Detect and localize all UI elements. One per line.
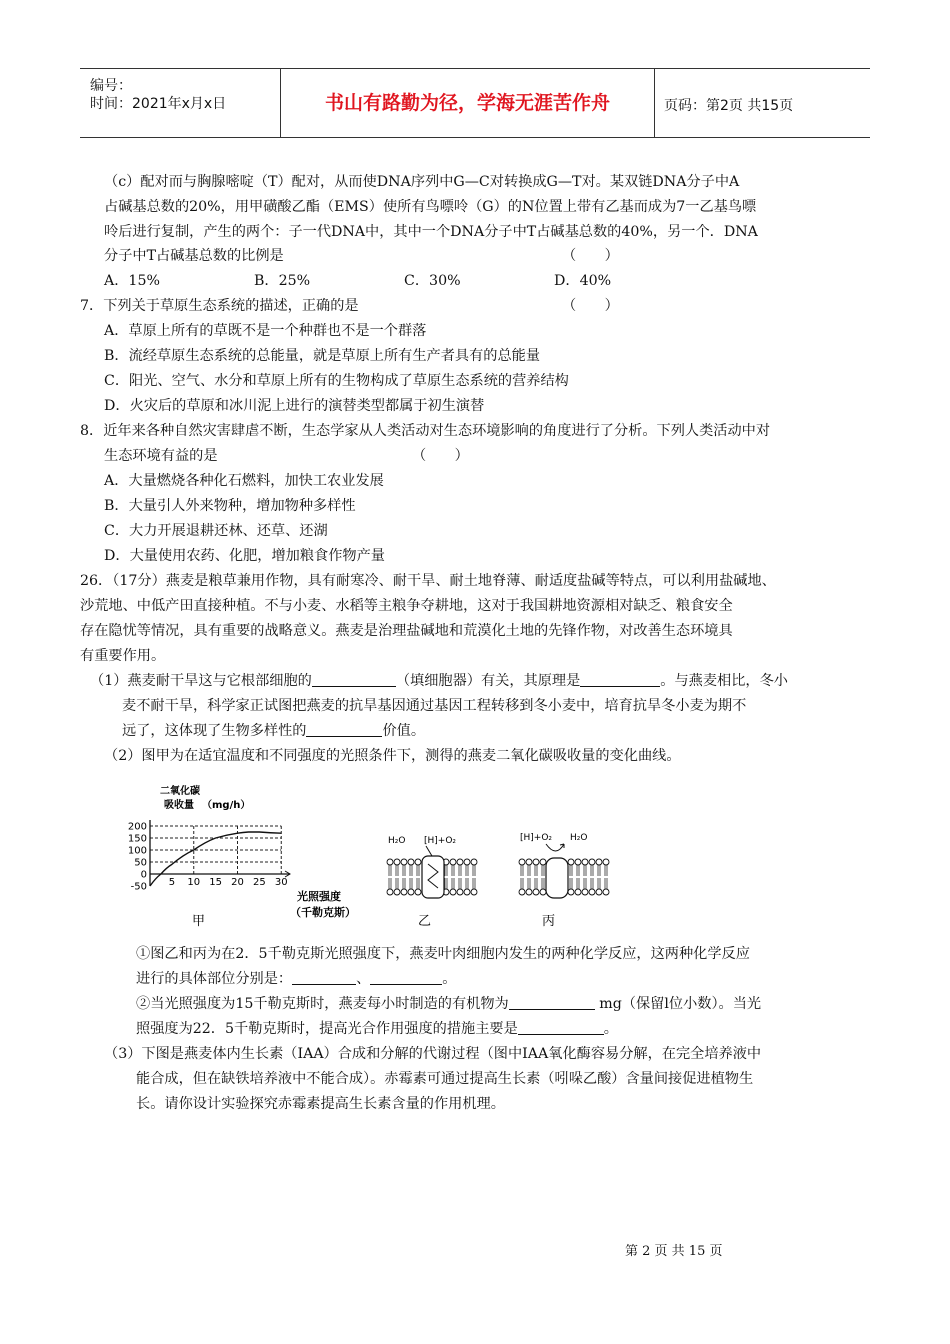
x-tick-label: 20 [231,877,244,888]
lipid-tail-icon [459,878,461,889]
chart-ylabel-line2: 吸收量 [164,800,194,811]
lipid-tail-icon [445,865,447,876]
bing-label-left: [H]+O₂ [520,833,553,843]
answer-paren: （ ） [562,248,619,264]
chart-unit: （mg/h） [202,800,251,811]
lipid-tail-icon [521,865,523,876]
lipid-tail-icon [598,878,600,889]
text-line: （c）配对而与胸腺嘧啶（T）配对，从而使DNA序列中G—C对转换成G—T对。某双链DNA分子中A [104,174,740,190]
text-line: 分子中T占碱基总数的比例是 [104,248,284,264]
lipid-head-icon [471,859,477,865]
figure-svg [127,778,630,929]
lipid-head-icon [540,889,546,895]
lipid-head-icon [450,859,456,865]
page-footer: 第 2 页 共 15 页 [625,1244,723,1259]
text-line: 存在隐忧等情况，具有重要的战略意义。燕麦是治理盐碱地和荒漠化土地的先锋作物，对改善生态环境具 [80,623,733,639]
membrane-bing [519,833,609,929]
lipid-head-icon [450,889,456,895]
lipid-tail-icon [473,865,475,876]
option-c: C．30% [404,273,461,289]
lipid-tail-icon [445,878,447,889]
date-label: 时间：2021年x月x日 [90,96,227,112]
yi-caption: 乙 [418,914,432,929]
chart-jia [128,784,356,929]
lipid-head-icon [603,889,609,895]
lipid-head-icon [575,889,581,895]
subquestion-3: （3）下图是燕麦体内生长素（IAA）合成和分解的代谢过程（图中IAA氧化酶容易分解，在完全培养液中 [104,1046,762,1062]
lipid-head-icon [471,889,477,895]
y-tick-label: 200 [127,821,147,833]
lipid-tail-icon [605,878,607,889]
lipid-head-icon [401,859,407,865]
x-tick-label: 5 [168,877,176,888]
subquestion-2-2: ②当光照强度为15千勒克斯时，燕麦每小时制造的有机物为 mg（保留l位小数）。当光 [136,996,762,1012]
lipid-tail-icon [605,865,607,876]
y-tick-label: 100 [127,845,147,857]
lipid-head-icon [408,889,414,895]
lipid-head-icon [464,859,470,865]
text-line: 呤后进行复制，产生的两个：子一代DNA中，其中一个DNA分子中T占碱基总数的40%，另一个．DNA [104,224,758,240]
text-line: 生态环境有益的是 [104,448,218,464]
lipid-tail-icon [473,878,475,889]
option-c: C．阳光、空气、水分和草原上所有的生物构成了草原生态系统的营养结构 [104,373,569,389]
option-d: D．火灾后的草原和冰川泥上进行的演替类型都属于初生演替 [104,398,485,414]
lipid-head-icon [603,859,609,865]
lipid-tail-icon [410,878,412,889]
lipid-tail-icon [577,878,579,889]
lipid-head-icon [519,889,525,895]
answer-blank[interactable] [509,995,595,1010]
y-tick-label: 150 [127,833,147,845]
option-d: D．40% [554,273,612,289]
question-8: 8．近年来各种自然灾害肆虐不断，生态学家从人类活动对生态环境影响的角度进行了分析。下列人类活动中对 [80,423,771,439]
lipid-tail-icon [403,878,405,889]
lipid-tail-icon [466,878,468,889]
lipid-tail-icon [577,865,579,876]
yi-label-left: H₂O [388,836,406,846]
lipid-tail-icon [410,865,412,876]
yi-label-right: [H]+O₂ [424,836,457,846]
x-tick-label: 15 [209,877,222,888]
lipid-head-icon [387,859,393,865]
text-line: 能合成，但在缺铁培养液中不能合成）。赤霉素可通过提高生长素（吲哚乙酸）含量间接促进植物生 [136,1071,754,1087]
y-tick-label: 0 [140,869,147,881]
x-tick-label: 30 [274,877,288,888]
lipid-tail-icon [570,865,572,876]
header-page-info: 页码：第2页 共15页 [664,98,794,114]
lipid-head-icon [401,889,407,895]
answer-blank[interactable] [518,1020,604,1035]
lipid-head-icon [582,859,588,865]
answer-paren: （ ） [562,298,619,314]
lipid-tail-icon [396,878,398,889]
text-line: 远了，这体现了生物多样性的 价值。 [122,723,426,739]
text-line: 沙荒地、中低产田直接种植。不与小麦、水稻等主粮争夺耕地，这对于我国耕地资源相对缺乏、粮食安全 [80,598,733,614]
lipid-head-icon [582,889,588,895]
lipid-tail-icon [591,878,593,889]
option-b: B．25% [254,273,311,289]
option-b: B．大量引人外来物种，增加物种多样性 [104,498,356,514]
lipid-tail-icon [598,865,600,876]
text-line: 长。请你设计实验探究赤霉素提高生长素含量的作用机理。 [136,1096,505,1112]
text-line: 占碱基总数的20%，用甲磺酸乙酯（EMS）使所有鸟嘌呤（G）的N位置上带有乙基而成为7一乙基鸟嘌 [104,199,757,215]
lipid-tail-icon [389,878,391,889]
answer-blank[interactable] [292,970,356,985]
x-tick-label: 10 [187,877,201,888]
lipid-tail-icon [591,865,593,876]
membrane-protein [422,856,444,898]
option-a: A．15% [104,273,160,289]
header-motto: 书山有路勤为径，学海无涯苦作舟 [281,69,655,137]
lipid-head-icon [540,859,546,865]
lipid-head-icon [519,859,525,865]
y-tick-label: -50 [130,881,147,893]
x-tick-label: 25 [253,877,266,888]
subquestion-1: （1）燕麦耐干旱这与它根部细胞的 （填细胞器）有关，其原理是 。与燕麦相比，冬小 [90,673,788,689]
lipid-head-icon [415,859,421,865]
y-tick-label: 50 [134,857,147,869]
lipid-tail-icon [417,878,419,889]
lipid-tail-icon [417,865,419,876]
bing-label-right: H₂O [570,833,588,843]
answer-paren: （ ） [412,448,469,464]
lipid-tail-icon [521,878,523,889]
answer-blank[interactable] [370,970,442,985]
chart-caption: 甲 [192,914,206,929]
text-line: 有重要作用。 [80,648,166,664]
lipid-tail-icon [396,865,398,876]
figure-group [127,778,630,929]
lipid-tail-icon [452,865,454,876]
option-a: A．大量燃烧各种化石燃料，加快工农业发展 [104,473,384,489]
serial-label: 编号： [90,78,132,94]
text-line: 照强度为22．5千勒克斯时，提高光合作用强度的措施主要是 。 [136,1021,618,1037]
page-header [80,68,870,138]
lipid-tail-icon [452,878,454,889]
question-7: 7．下列关于草原生态系统的描述，正确的是 [80,298,359,314]
membrane-yi [387,836,477,929]
lipid-tail-icon [535,878,537,889]
lipid-tail-icon [535,865,537,876]
membrane-protein [546,858,568,898]
lipid-tail-icon [542,878,544,889]
lipid-head-icon [533,889,539,895]
lipid-tail-icon [389,865,391,876]
lipid-head-icon [568,889,574,895]
lipid-head-icon [589,859,595,865]
lipid-tail-icon [584,878,586,889]
answer-blank[interactable] [306,722,382,737]
option-a: A．草原上所有的草既不是一个种群也不是一个群落 [104,323,427,339]
lipid-head-icon [394,889,400,895]
lipid-head-icon [526,889,532,895]
lipid-tail-icon [459,865,461,876]
lipid-head-icon [589,889,595,895]
option-d: D．大量使用农药、化肥，增加粮食作物产量 [104,548,385,564]
reaction-arrow-icon [426,846,432,856]
lipid-tail-icon [542,865,544,876]
option-c: C．大力开展退耕还林、还草、还湖 [104,523,328,539]
lipid-tail-icon [403,865,405,876]
lipid-head-icon [457,889,463,895]
lipid-tail-icon [528,878,530,889]
lipid-tail-icon [466,865,468,876]
lipid-tail-icon [528,865,530,876]
subquestion-2-1: ①图乙和丙为在2．5千勒克斯光照强度下，燕麦叶肉细胞内发生的两种化学反应，这两种化学反应 [136,946,750,962]
lipid-head-icon [575,859,581,865]
lipid-tail-icon [584,865,586,876]
header-meta-cell [80,69,281,137]
text-line: 麦不耐干旱，科学家正试图把燕麦的抗旱基因通过基因工程转移到冬小麦中，培育抗旱冬小麦为期不 [122,698,747,714]
subquestion-2: （2）图甲为在适宜温度和不同强度的光照条件下，测得的燕麦二氧化碳吸收量的变化曲线。 [104,748,681,764]
lipid-head-icon [533,859,539,865]
text-line: 进行的具体部位分别是： 、 。 [136,971,457,987]
lipid-tail-icon [570,878,572,889]
answer-blank[interactable] [580,672,660,687]
lipid-head-icon [464,889,470,895]
chart-xlabel-line1: 光照强度 [297,890,341,903]
chart-xlabel-line2: （千勒克斯） [290,906,356,919]
question-26: 26．（17分）燕麦是粮草兼用作物，具有耐寒冷、耐干旱、耐土地脊薄、耐适度盐碱等特点，可以利用盐碱地、 [80,573,776,589]
lipid-head-icon [457,859,463,865]
chart-ylabel-line1: 二氧化碳 [160,786,200,797]
lipid-head-icon [526,859,532,865]
answer-blank[interactable] [312,672,396,687]
option-b: B．流经草原生态系统的总能量，就是草原上所有生产者具有的总能量 [104,348,541,364]
lipid-head-icon [408,859,414,865]
lipid-head-icon [568,859,574,865]
bing-caption: 丙 [542,914,556,929]
lipid-head-icon [415,889,421,895]
chart-grid [150,826,281,874]
lipid-head-icon [596,889,602,895]
lipid-head-icon [394,859,400,865]
lipid-head-icon [596,859,602,865]
lipid-head-icon [387,889,393,895]
